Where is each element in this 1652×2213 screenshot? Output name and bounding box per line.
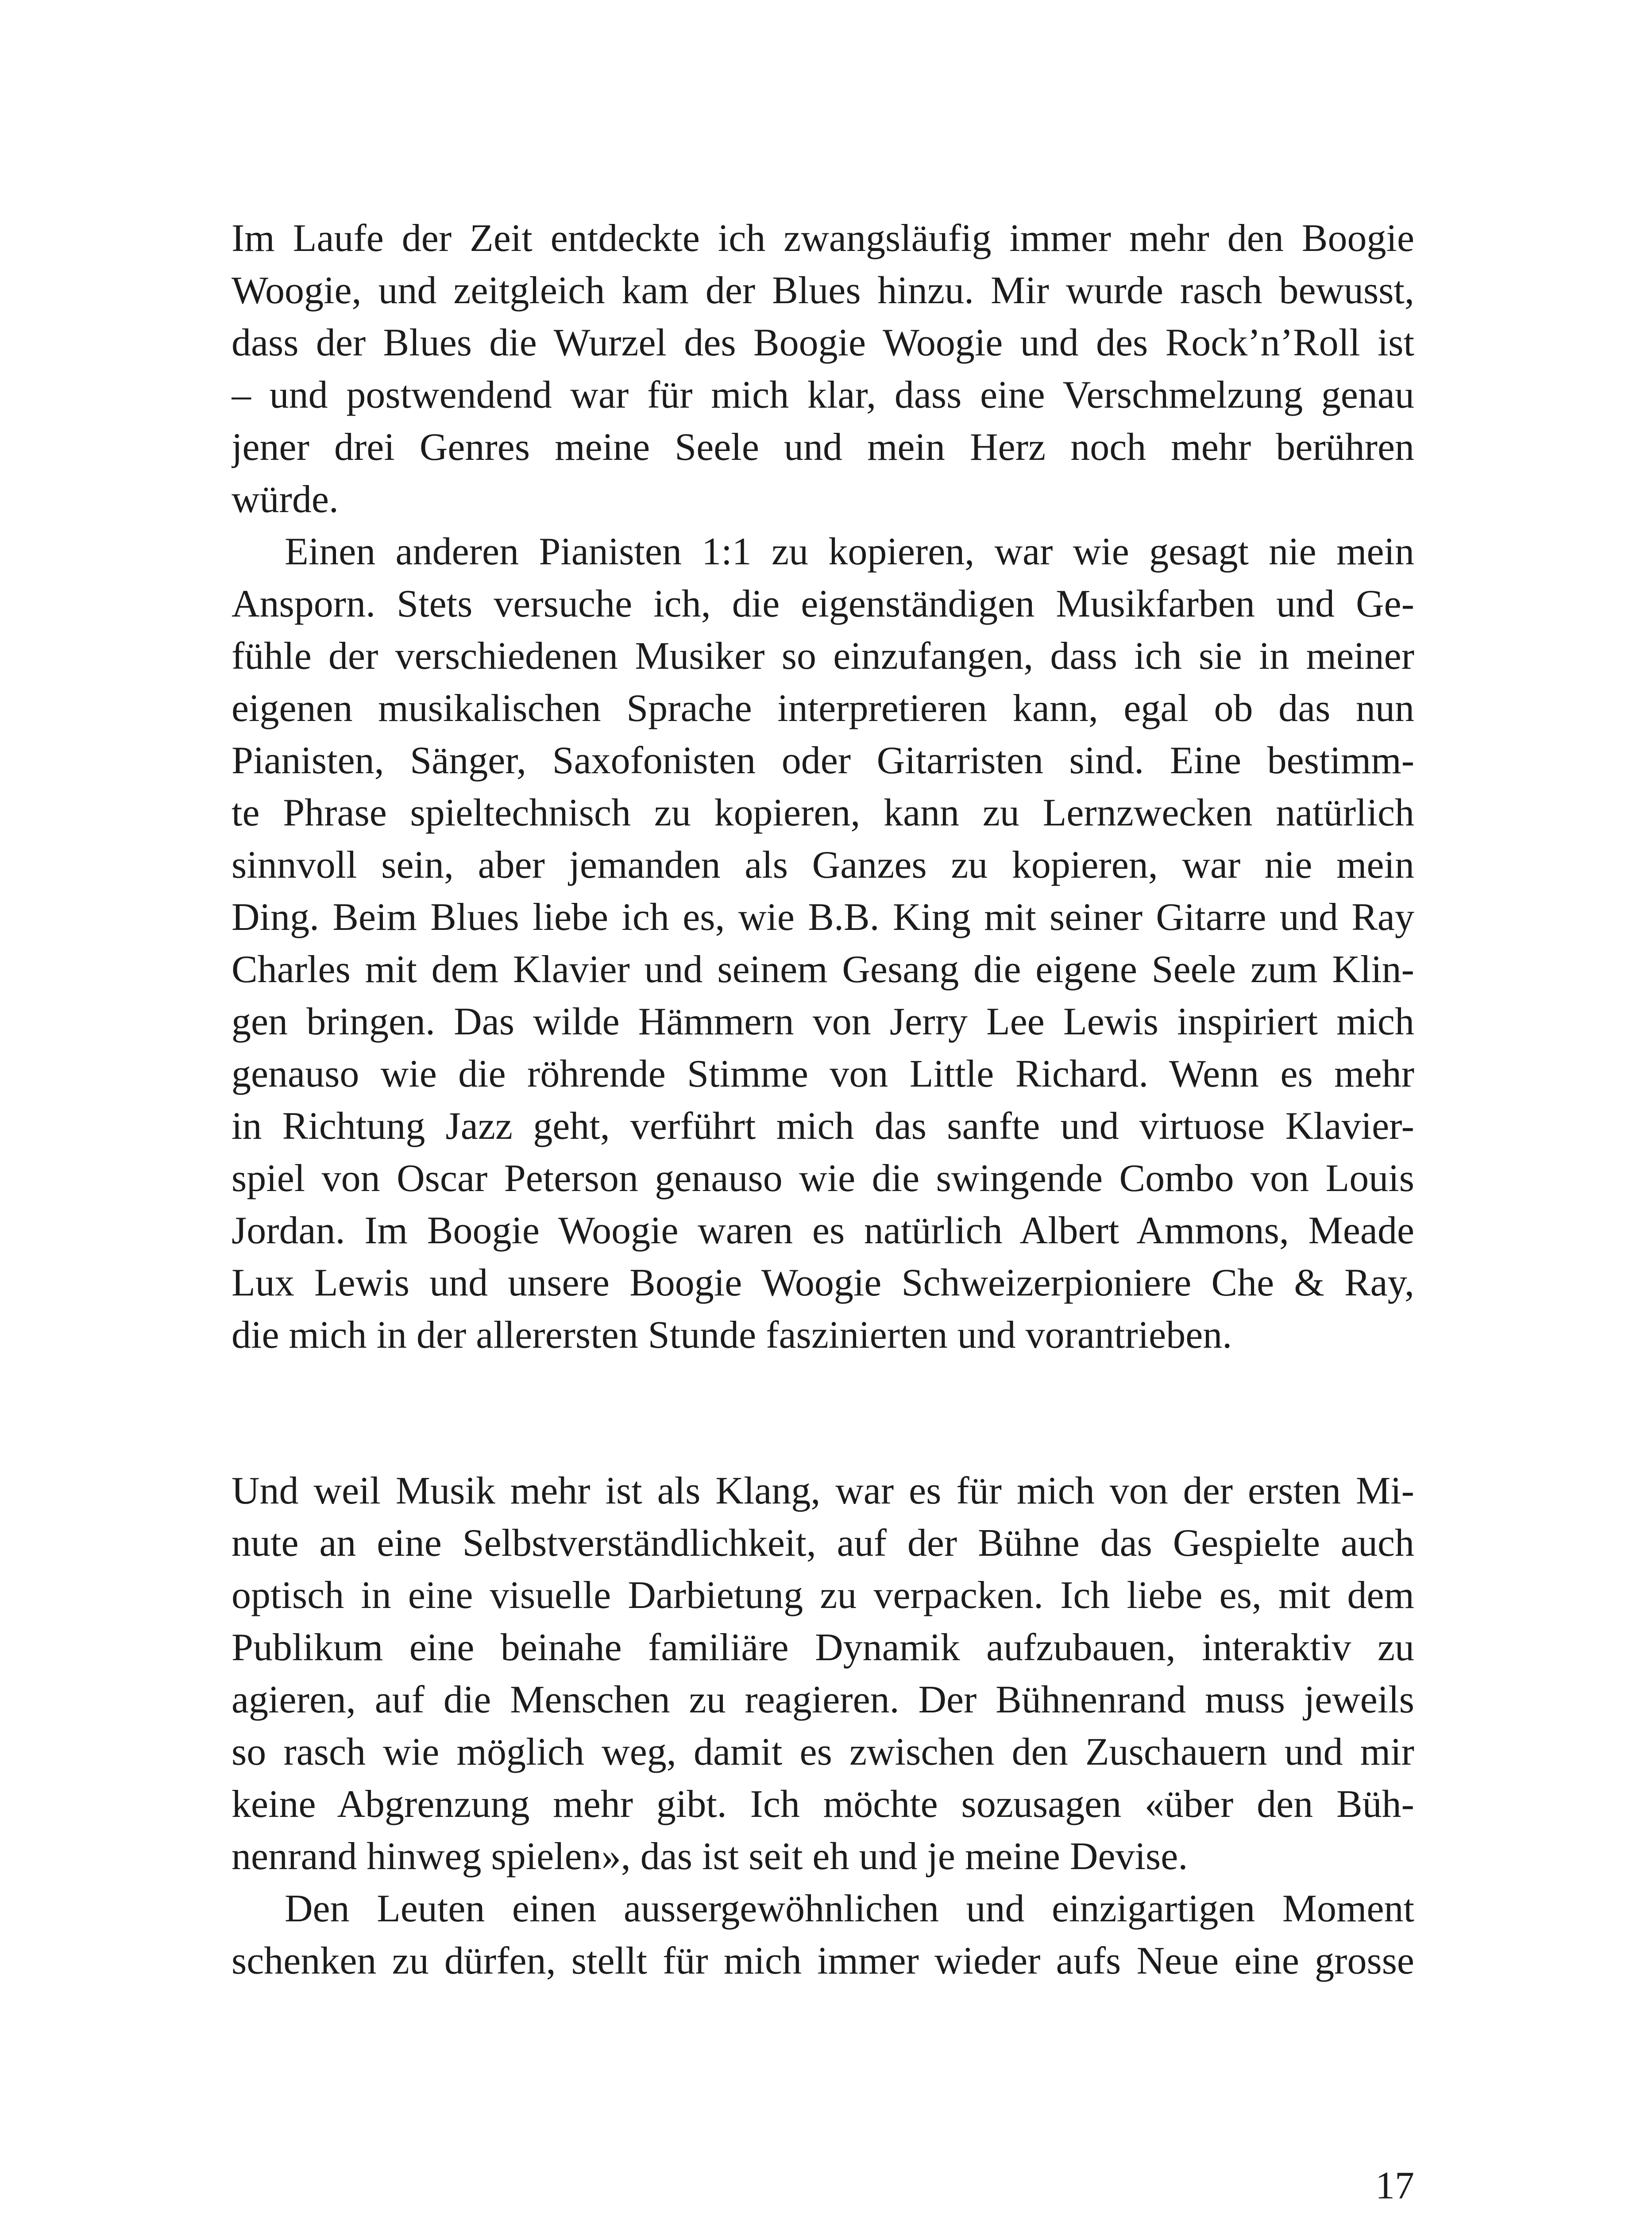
text-line: Einen anderen Pianisten 1:1 zu kopieren, war wie gesagt nie mein xyxy=(285,530,1414,573)
paragraph xyxy=(232,526,1414,1361)
text-line: spiel von Oscar Peterson genauso wie die swingende Combo von Louis xyxy=(232,1157,1414,1200)
text-line: Im Laufe der Zeit entdeckte ich zwangsläufig immer mehr den Boogie xyxy=(232,217,1414,260)
paragraph xyxy=(232,1465,1414,1883)
text-line: genauso wie die röhrende Stimme von Little Richard. Wenn es mehr xyxy=(232,1053,1414,1095)
text-line: agieren, auf die Menschen zu reagieren. Der Bühnenrand muss jeweils xyxy=(232,1678,1414,1721)
paragraph xyxy=(232,212,1414,526)
text-line: Und weil Musik mehr ist als Klang, war es für mich von der ersten Mi- xyxy=(232,1469,1414,1512)
text-line: keine Abgrenzung mehr gibt. Ich möchte sozusagen «über den Büh- xyxy=(232,1783,1414,1826)
text-line: Ding. Beim Blues liebe ich es, wie B.B. King mit seiner Gitarre und Ray xyxy=(232,896,1414,939)
text-line: Publikum eine beinahe familiäre Dynamik aufzubauen, interaktiv zu xyxy=(232,1626,1414,1669)
text-line: fühle der verschiedenen Musiker so einzufangen, dass ich sie in meiner xyxy=(232,635,1414,678)
text-line: Lux Lewis und unsere Boogie Woogie Schweizerpioniere Che & Ray, xyxy=(232,1261,1414,1304)
text-line: die mich in der allerersten Stunde faszinierten und vorantrieben. xyxy=(232,1314,1232,1357)
text-line: dass der Blues die Wurzel des Boogie Woogie und des Rock’n’Roll ist xyxy=(232,321,1414,364)
paragraph xyxy=(232,1883,1414,1987)
text-line: Jordan. Im Boogie Woogie waren es natürlich Albert Ammons, Meade xyxy=(232,1209,1414,1252)
text-line: – und postwendend war für mich klar, dass eine Verschmelzung genau xyxy=(232,374,1414,416)
text-line: würde. xyxy=(232,478,339,521)
text-section-1 xyxy=(232,212,1414,1361)
text-line: optisch in eine visuelle Darbietung zu verpacken. Ich liebe es, mit dem xyxy=(232,1574,1414,1617)
text-line: gen bringen. Das wilde Hämmern von Jerry Lee Lewis inspiriert mich xyxy=(232,1000,1414,1043)
text-line: sinnvoll sein, aber jemanden als Ganzes zu kopieren, war nie mein xyxy=(232,844,1414,887)
text-section-2 xyxy=(232,1465,1414,1987)
text-line: nute an eine Selbstverständlichkeit, auf der Bühne das Gespielte auch xyxy=(232,1522,1414,1565)
text-line: Den Leuten einen aussergewöhnlichen und einzigartigen Moment xyxy=(285,1887,1414,1930)
text-line: eigenen musikalischen Sprache interpretieren kann, egal ob das nun xyxy=(232,687,1414,730)
text-line: nenrand hinweg spielen», das ist seit eh und je meine Devise. xyxy=(232,1835,1188,1878)
text-line: Pianisten, Sänger, Saxofonisten oder Gitarristen sind. Eine bestimm- xyxy=(232,739,1414,782)
text-line: so rasch wie möglich weg, damit es zwischen den Zuschauern und mir xyxy=(232,1731,1414,1773)
text-line: jener drei Genres meine Seele und mein Herz noch mehr berühren xyxy=(232,426,1414,469)
text-line: in Richtung Jazz geht, verführt mich das sanfte und virtuose Klavier- xyxy=(232,1105,1414,1148)
text-line: Woogie, und zeitgleich kam der Blues hinzu. Mir wurde rasch bewusst, xyxy=(232,269,1414,312)
text-line: Charles mit dem Klavier und seinem Gesang die eigene Seele zum Klin- xyxy=(232,948,1414,991)
text-line: schenken zu dürfen, stellt für mich immer wieder aufs Neue eine grosse xyxy=(232,1939,1414,1982)
text-line: te Phrase spieltechnisch zu kopieren, kann zu Lernzwecken natürlich xyxy=(232,791,1414,834)
page-number: 17 xyxy=(1375,2164,1414,2207)
text-line: Ansporn. Stets versuche ich, die eigenständigen Musikfarben und Ge- xyxy=(232,582,1414,625)
